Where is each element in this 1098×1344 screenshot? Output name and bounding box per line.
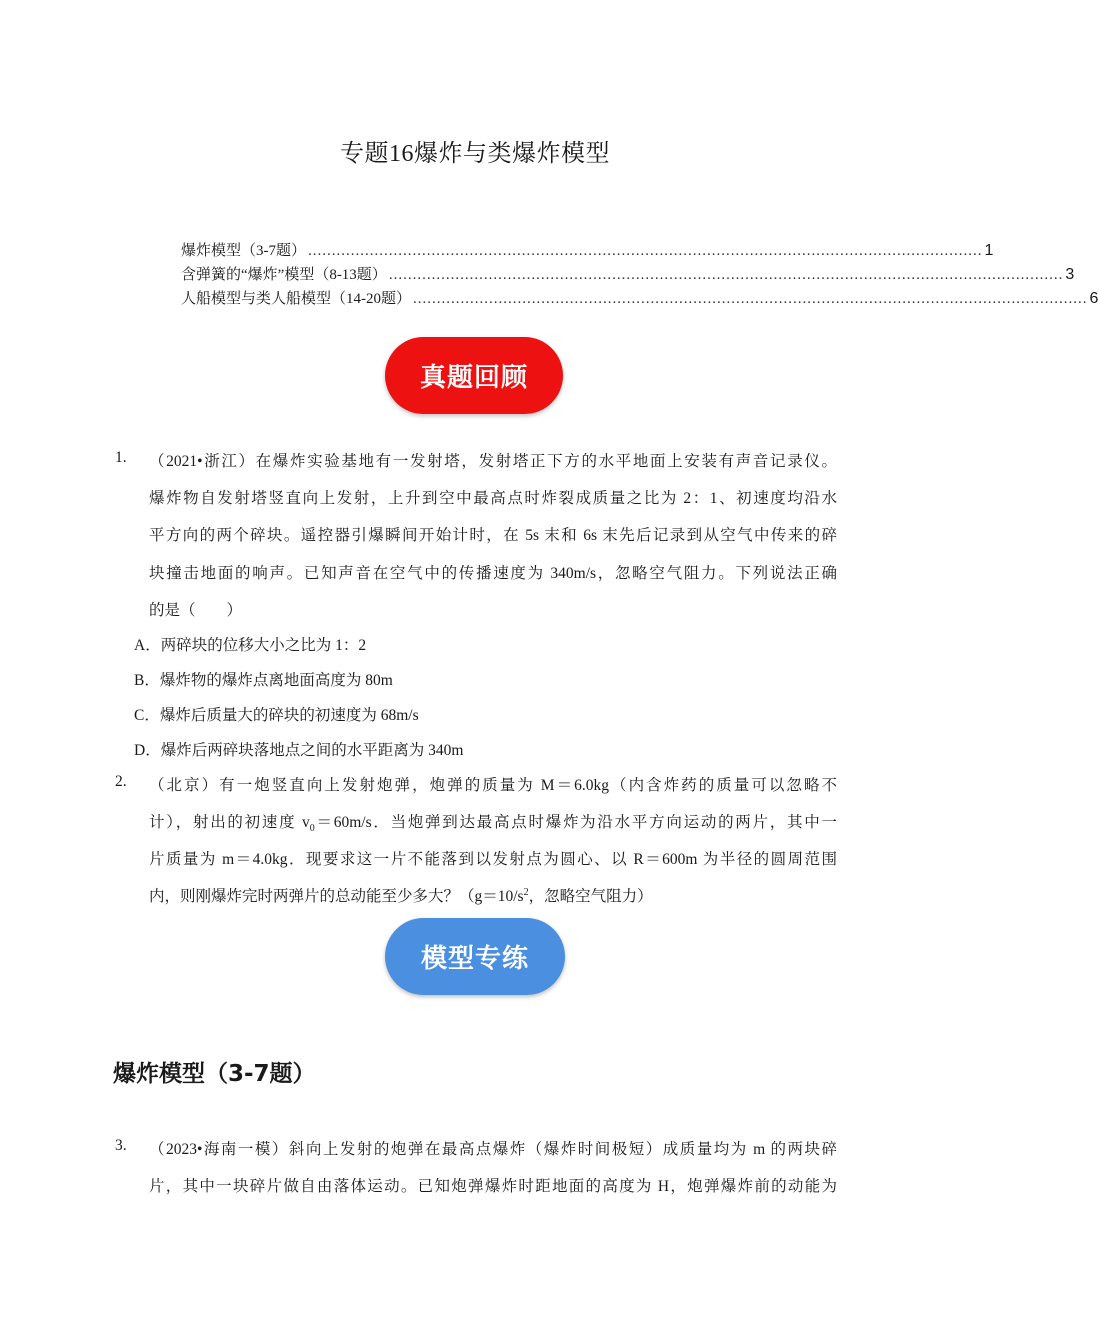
toc-leader-dots: .............................................................................................................................................. (388, 267, 1064, 283)
toc-entry[interactable] (181, 287, 1098, 309)
question-2-line (149, 884, 837, 906)
question-2-line: （北京）有一炮竖直向上发射炮弹，炮弹的质量为 M＝6.0kg（内含炸药的质量可以忽略不 (149, 777, 837, 794)
toc-entry-page: 1 (984, 242, 994, 259)
toc-entry-label: 爆炸模型（3-7题） (181, 243, 306, 259)
question-2-line: 片质量为 m＝4.0kg．现要求这一片不能落到以发射点为圆心、以 R＝600m 为半径的圆周范围 (149, 851, 837, 868)
toc-entry-page: 3 (1065, 266, 1075, 283)
toc-leader-dots: .............................................................................................................................................. (308, 243, 983, 259)
question-1-option-c: C．爆炸后质量大的碎块的初速度为 68m/s (134, 707, 419, 724)
question-3-line: 片，其中一块碎片做自由落体运动。已知炮弹爆炸时距地面的高度为 H，炮弹爆炸前的动能为 (149, 1178, 837, 1195)
subscript: 0 (309, 823, 315, 835)
question-1-line: 的是（ ） (149, 602, 243, 619)
question-2-text: 内，则刚爆炸完时两弹片的总动能至少多大？（g＝10/s (149, 888, 524, 905)
question-2-text: ＝60m/s．当炮弹到达最高点时爆炸为沿水平方向运动的两片，其中一 (314, 814, 837, 831)
question-3-line: （2023•海南一模）斜向上发射的炮弹在最高点爆炸（爆炸时间极短）成质量均为 m 的两块碎 (149, 1141, 837, 1158)
question-1-option-d: D．爆炸后两碎块落地点之间的水平距离为 340m (134, 742, 464, 759)
toc-leader-dots: .............................................................................................................................................. (413, 291, 1088, 307)
toc-entry-label: 含弹簧的“爆炸”模型（8-13题） (181, 267, 387, 283)
toc-entry[interactable] (181, 263, 1075, 285)
review-badge: 真题回顾 (385, 337, 563, 414)
question-1-line: 块撞击地面的响声。已知声音在空气中的传播速度为 340m/s，忽略空气阻力。下列说法正确 (149, 565, 837, 582)
toc-entry-label: 人船模型与类人船模型（14-20题） (181, 291, 411, 307)
question-2-text: 计），射出的初速度 v (149, 814, 310, 831)
page-title: 专题16爆炸与类爆炸模型 (340, 141, 610, 167)
question-1-option-b: B．爆炸物的爆炸点离地面高度为 80m (134, 672, 393, 689)
question-2-number: 2. (115, 773, 127, 790)
question-2-line (149, 810, 837, 834)
toc-entry-page: 6 (1089, 290, 1098, 307)
question-1-option-a: A．两碎块的位移大小之比为 1：2 (134, 637, 367, 654)
question-1-line: 平方向的两个碎块。遥控器引爆瞬间开始计时，在 5s 末和 6s 末先后记录到从空气中传来的碎 (149, 527, 837, 544)
question-1-line: （2021•浙江）在爆炸实验基地有一发射塔，发射塔正下方的水平地面上安装有声音记录仪。 (149, 453, 837, 470)
question-1-number: 1. (115, 449, 127, 466)
question-1-line: 爆炸物自发射塔竖直向上发射，上升到空中最高点时炸裂成质量之比为 2：1、初速度均沿水 (149, 490, 837, 507)
superscript: 2 (523, 886, 529, 898)
practice-badge: 模型专练 (385, 918, 565, 995)
question-3-number: 3. (115, 1137, 127, 1154)
section-heading: 爆炸模型（3-7题） (113, 1061, 316, 1087)
question-2-text: ，忽略空气阻力） (528, 888, 653, 905)
toc-entry[interactable] (181, 239, 994, 261)
